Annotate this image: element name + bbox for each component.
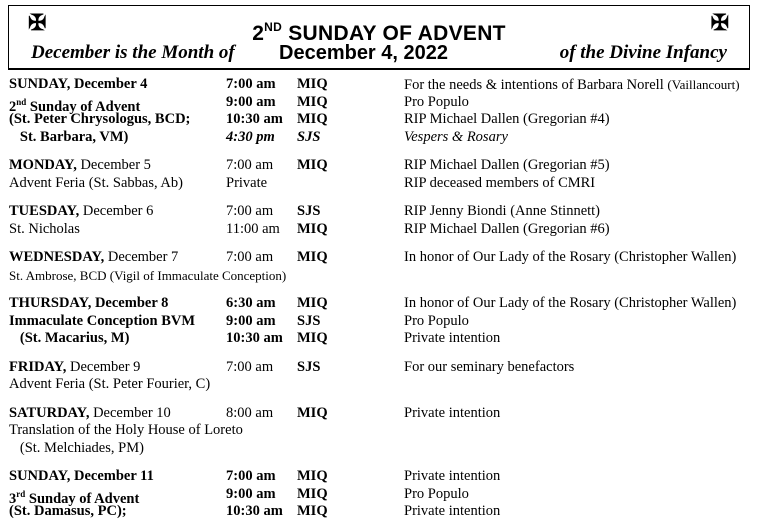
mass-time: 7:00 am <box>226 468 276 484</box>
schedule-row <box>0 330 759 348</box>
day-label: THURSDAY, December 8 <box>9 295 169 311</box>
service-location: SJS <box>297 128 321 145</box>
bulletin-date: December 4, 2022 <box>279 42 449 64</box>
day-sunday-dec-11 <box>0 468 759 521</box>
page-title: 2ND SUNDAY OF ADVENT <box>252 20 506 45</box>
mass-intention: Pro Populo <box>404 93 469 110</box>
mass-location: MIQ <box>297 330 328 346</box>
schedule-row <box>0 485 759 507</box>
schedule-row <box>0 111 759 129</box>
mass-location: MIQ <box>297 76 328 92</box>
mass-time: 9:00 am <box>226 93 276 110</box>
day-label: FRIDAY, December 9 <box>9 358 141 375</box>
mass-time: 7:00 am <box>226 249 274 265</box>
day-label: WEDNESDAY, December 7 <box>9 249 179 265</box>
mass-location: SJS <box>297 203 321 219</box>
month-dedication-prefix: December is the Month of <box>31 42 235 63</box>
mass-location: SJS <box>297 312 321 329</box>
schedule-row <box>0 157 759 175</box>
mass-intention: RIP Michael Dallen (Gregorian #6) <box>404 220 610 237</box>
schedule-row <box>0 313 759 331</box>
day-monday-dec-5 <box>0 157 759 192</box>
mass-time: 7:00 am <box>226 358 274 375</box>
mass-location: SJS <box>297 358 321 375</box>
mass-intention: Private intention <box>404 330 501 346</box>
bulletin-header <box>8 5 750 70</box>
mass-time: 6:30 am <box>226 295 276 311</box>
mass-intention: Private intention <box>404 404 501 421</box>
mass-time: 8:00 am <box>226 404 274 421</box>
day-wednesday-dec-7 <box>0 249 759 284</box>
mass-schedule <box>0 76 759 532</box>
day-saturday-dec-10 <box>0 405 759 458</box>
schedule-row <box>0 503 759 521</box>
mass-time: 7:00 am <box>226 76 276 92</box>
schedule-row <box>0 76 759 94</box>
feast-label: Advent Feria (St. Sabbas, Ab) <box>9 174 183 191</box>
feast-label: 3rd Sunday of Advent <box>9 488 140 507</box>
mass-intention: Private intention <box>404 468 501 484</box>
mass-time: 9:00 am <box>226 312 276 329</box>
schedule-row <box>0 295 759 313</box>
saint-label: (St. Damasus, PC); <box>9 503 127 519</box>
header-subtitle-row <box>9 40 749 66</box>
schedule-row <box>0 468 759 486</box>
schedule-row <box>0 129 759 147</box>
mass-intention: RIP Michael Dallen (Gregorian #4) <box>404 111 610 127</box>
saint-label: (St. Peter Chrysologus, BCD; <box>9 111 191 127</box>
mass-intention: Pro Populo <box>404 312 469 329</box>
day-label: SATURDAY, December 10 <box>9 404 171 421</box>
mass-intention: Pro Populo <box>404 485 469 502</box>
mass-intention: For the needs & intentions of Barbara Norell (Vaillancourt) <box>404 77 740 93</box>
mass-location: MIQ <box>297 157 328 173</box>
mass-time: Private <box>226 174 268 191</box>
mass-location: MIQ <box>297 404 328 421</box>
mass-location: MIQ <box>297 295 328 311</box>
schedule-row <box>0 405 759 423</box>
mass-time: 10:30 am <box>226 111 283 127</box>
saint-label: (St. Melchiades, PM) <box>9 439 144 456</box>
service-time: 4:30 pm <box>226 128 275 145</box>
mass-intention: RIP deceased members of CMRI <box>404 174 596 191</box>
schedule-row <box>0 267 759 285</box>
schedule-row <box>0 376 759 394</box>
mass-time: 10:30 am <box>226 330 283 346</box>
mass-time: 9:00 am <box>226 485 276 502</box>
schedule-row <box>0 203 759 221</box>
day-friday-dec-9 <box>0 359 759 394</box>
feast-label: Advent Feria (St. Peter Fourier, C) <box>9 376 211 392</box>
day-tuesday-dec-6 <box>0 203 759 238</box>
feast-label: Translation of the Holy House of Loreto <box>9 422 243 438</box>
feast-label: St. Nicholas <box>9 220 80 237</box>
mass-time: 11:00 am <box>226 220 280 237</box>
day-label: TUESDAY, December 6 <box>9 203 154 219</box>
feast-label: 2nd Sunday of Advent <box>9 96 141 115</box>
mass-location: MIQ <box>297 220 328 237</box>
mass-location: MIQ <box>297 111 328 127</box>
day-label: MONDAY, December 5 <box>9 157 151 173</box>
schedule-row <box>0 175 759 193</box>
feast-label: St. Ambrose, BCD (Vigil of Immaculate Conception) <box>9 267 287 283</box>
schedule-row <box>0 93 759 115</box>
day-label: SUNDAY, December 11 <box>9 468 154 484</box>
day-label: SUNDAY, December 4 <box>9 76 148 92</box>
mass-location: MIQ <box>297 249 328 265</box>
day-sunday-dec-4 <box>0 76 759 146</box>
mass-intention: RIP Michael Dallen (Gregorian #5) <box>404 157 610 173</box>
month-dedication-suffix: of the Divine Infancy <box>559 42 727 63</box>
schedule-row <box>0 221 759 239</box>
mass-time: 7:00 am <box>226 157 274 173</box>
day-thursday-dec-8 <box>0 295 759 348</box>
mass-time: 7:00 am <box>226 203 274 219</box>
mass-location: MIQ <box>297 93 328 110</box>
mass-time: 10:30 am <box>226 503 283 519</box>
saint-label: St. Barbara, VM) <box>9 128 129 145</box>
mass-location: MIQ <box>297 503 328 519</box>
schedule-row <box>0 440 759 458</box>
mass-intention: In honor of Our Lady of the Rosary (Christopher Wallen) <box>404 295 737 311</box>
mass-location: MIQ <box>297 485 328 502</box>
saint-label: (St. Macarius, M) <box>9 330 130 346</box>
schedule-row <box>0 249 759 267</box>
feast-label: Immaculate Conception BVM <box>9 312 196 329</box>
mass-intention: Private intention <box>404 503 501 519</box>
mass-intention: RIP Jenny Biondi (Anne Stinnett) <box>404 203 601 219</box>
service-name: Vespers & Rosary <box>404 128 508 145</box>
mass-intention: For our seminary benefactors <box>404 358 575 375</box>
cross-icon-right: ✠ <box>710 10 729 35</box>
schedule-row <box>0 422 759 440</box>
mass-location: MIQ <box>297 468 328 484</box>
mass-intention: In honor of Our Lady of the Rosary (Christopher Wallen) <box>404 249 737 265</box>
schedule-row <box>0 359 759 377</box>
cross-icon-left: ✠ <box>28 10 47 35</box>
